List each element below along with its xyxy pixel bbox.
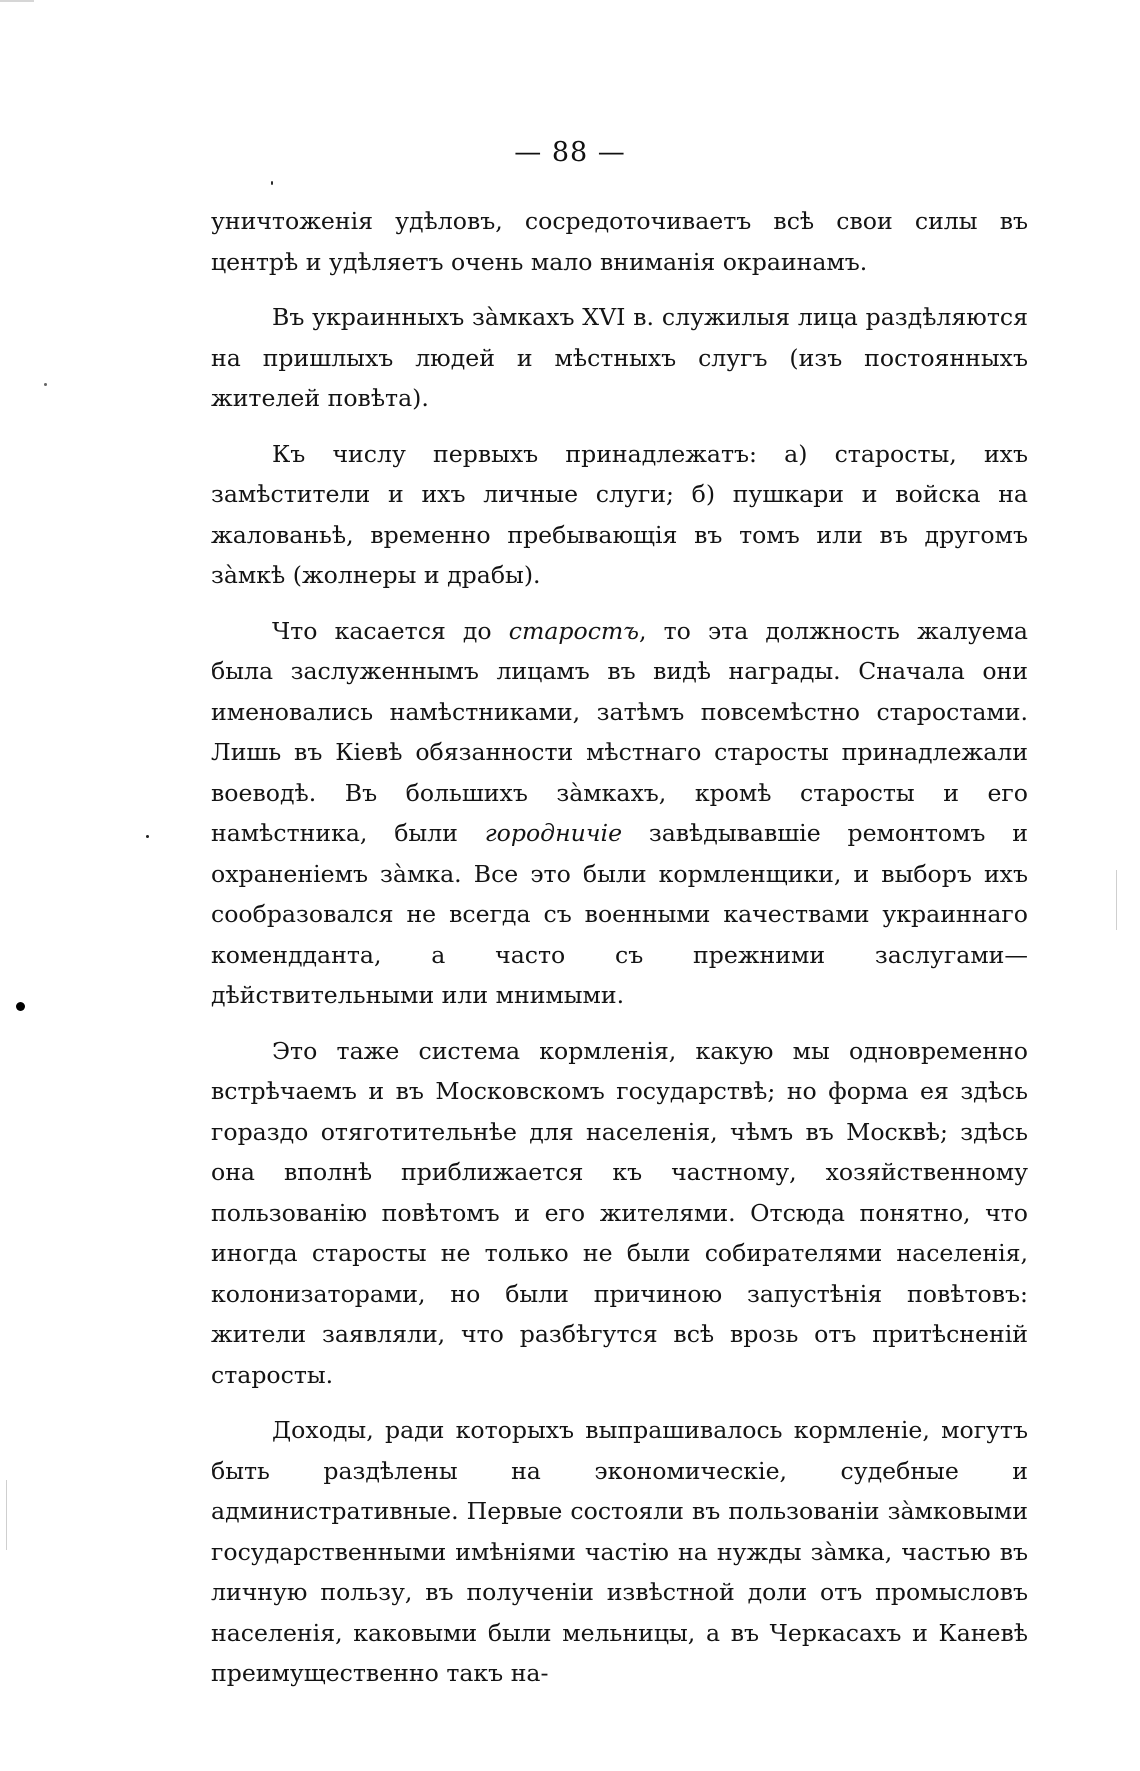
text-run: Въ украинныхъ зàмкахъ XVI в. служилыя лица раздѣляются на пришлыхъ людей и мѣстныхъ слугъ (изъ постоянныхъ жителей повѣта). xyxy=(211,303,1028,412)
italic-term: городничіе xyxy=(484,819,623,847)
paragraph-2 xyxy=(211,297,1028,419)
text-run: Къ числу первыхъ принадлежатъ: а) старосты, ихъ замѣстители и ихъ личные слуги; б) пушкари и войска на жалованьѣ, временно пребывающія въ томъ или въ другомъ зàмкѣ (жолнеры и драбы). xyxy=(211,439,1028,589)
scan-edge-mark xyxy=(0,0,34,2)
ink-speck xyxy=(271,181,273,185)
paragraph-5 xyxy=(211,1031,1028,1396)
ink-speck xyxy=(146,835,149,838)
text-run: завѣдывавшіе ремонтомъ и охраненіемъ зàмка. Все это были кормленщики, и выборъ ихъ сообразовался не всегда съ военными качествами украиннаго комендданта, а часто съ прежними заслугами—дѣйствительными или мнимыми. xyxy=(211,819,1028,1009)
ink-speck xyxy=(16,1002,25,1011)
ink-speck xyxy=(44,383,47,386)
paragraph-3 xyxy=(211,434,1028,596)
text-run: Это таже система кормленія, какую мы одновременно встрѣчаемъ и въ Московскомъ государствѣ; но форма ея здѣсь гораздо отяготительнѣе для населенія, чѣмъ въ Москвѣ; здѣсь она вполнѣ приближается къ частному, хозяйственному пользованію повѣтомъ и его жителями. Отсюда понятно, что иногда старосты не только не были собирателями населенія, колонизаторами, но были причиною запустѣнія повѣтовъ: жители заявляли, что разбѣгутся всѣ врозь отъ притѣсненій старосты. xyxy=(211,1036,1028,1389)
paragraph-1 xyxy=(211,201,1028,282)
paragraph-4 xyxy=(211,611,1028,1016)
text-run: , то эта должность жалуема была заслуженнымъ лицамъ въ видѣ награды. Сначала они именовались намѣстниками, затѣмъ повсемѣстно старостами. Лишь въ Кіевѣ обязанности мѣстнаго старосты принадлежали воеводѣ. Въ большихъ зàмкахъ, кромѣ старосты и его намѣстника, были xyxy=(211,616,1028,847)
page-number xyxy=(0,137,1140,168)
text-run: Доходы, ради которыхъ выпрашивалось кормленіе, могутъ быть раздѣлены на экономическіе, судебные и административные. Первые состояли въ пользованіи зàмковыми государственными имѣніями частію на нужды зàмка, частью въ личную пользу, въ полученіи извѣстной доли отъ промысловъ населенія, каковыми были мельницы, а въ Черкасахъ и Каневѣ преимущественно такъ на- xyxy=(211,1416,1028,1687)
page-number-dash-left: — xyxy=(514,137,543,168)
text-run: Что касается до xyxy=(272,616,509,645)
text-run: уничтоженія удѣловъ, сосредоточиваетъ всѣ свои силы въ центрѣ и удѣляетъ очень мало вниманія окраинамъ. xyxy=(211,207,1028,276)
page-number-dash-right: — xyxy=(597,137,626,168)
scan-edge-line xyxy=(6,1480,7,1550)
paragraph-6 xyxy=(211,1410,1028,1694)
scan-edge-line xyxy=(1116,870,1117,930)
page-number-value: 88 xyxy=(551,137,589,168)
italic-term: старостъ xyxy=(508,616,640,645)
body-text xyxy=(211,201,1028,1694)
